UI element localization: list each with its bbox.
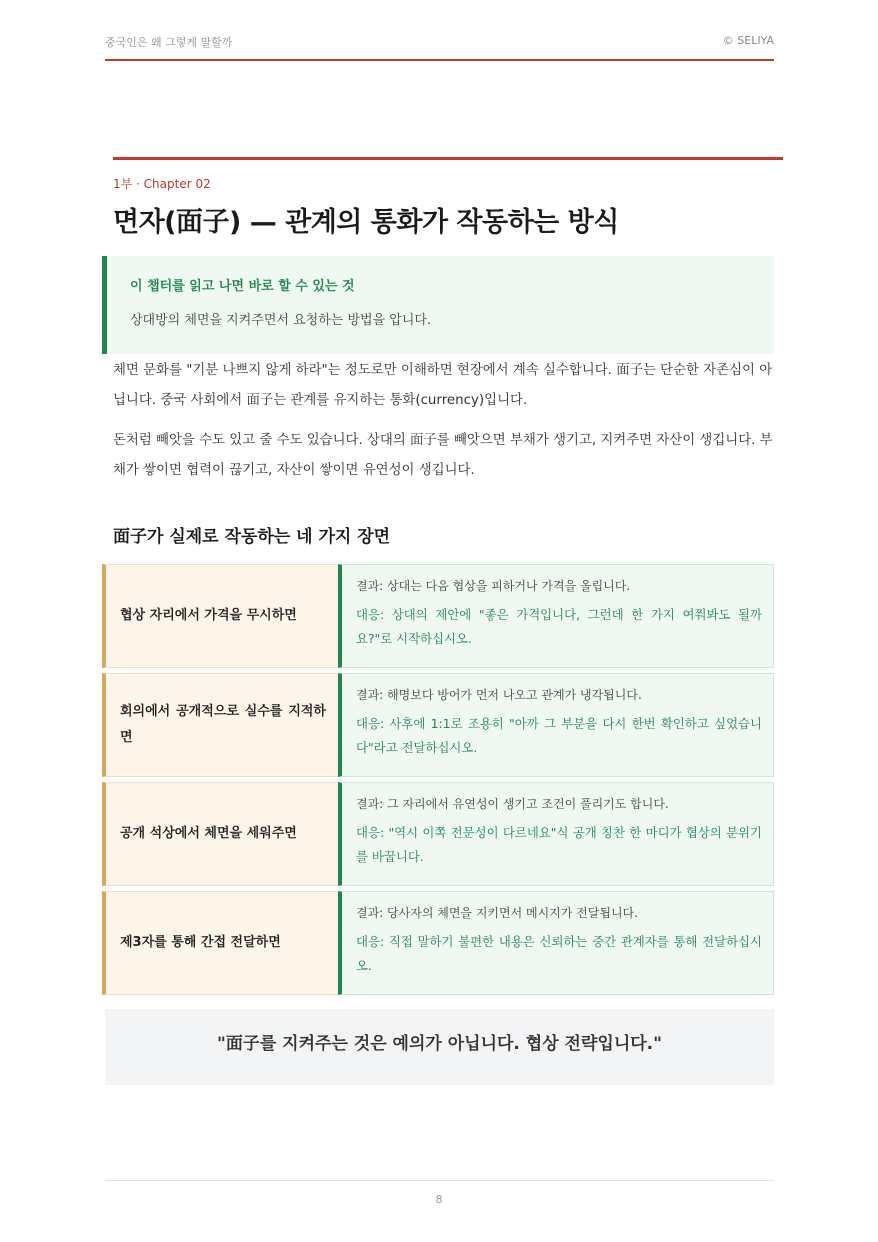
scenario-situation-cell: [102, 673, 338, 777]
scenario-result: 결과: 당사자의 체면을 지키면서 메시지가 전달됩니다.: [356, 906, 638, 920]
scenario-situation-cell: [102, 891, 338, 995]
scenario-response: 대응: 사후에 1:1로 조용히 "아까 그 부분을 다시 한번 확인하고 싶었습니다"라고 전달하십시오.: [356, 716, 762, 755]
scenario-outcome-cell: [338, 891, 774, 995]
scenario-situation: 회의에서 공개적으로 실수를 지적하면: [120, 704, 326, 745]
scenario-outcome-cell: [338, 782, 774, 886]
body-paragraph: 돈처럼 빼앗을 수도 있고 줄 수도 있습니다. 상대의 面子를 빼앗으면 부채가 생기고, 지켜주면 자산이 생깁니다. 부채가 쌓이면 협력이 끊기고, 자산이 쌓이면 유연성이 생깁니다.: [113, 433, 773, 478]
scenario-situation-cell: [102, 782, 338, 886]
book-title: 중국인은 왜 그렇게 말할까: [105, 36, 233, 49]
scenario-situation: 공개 석상에서 체면을 세워주면: [120, 826, 297, 841]
scenario-result: 결과: 상대는 다음 협상을 피하거나 가격을 올립니다.: [356, 579, 631, 593]
scenario-result: 결과: 그 자리에서 유연성이 생기고 조건이 풀리기도 합니다.: [356, 797, 669, 811]
scenario-situation: 제3자를 통해 간접 전달하면: [120, 935, 281, 950]
scenario-situation-cell: [102, 564, 338, 668]
scenario-situation: 협상 자리에서 가격을 무시하면: [120, 608, 297, 623]
footer-rule: [105, 1180, 774, 1181]
chapter-title: 면자(面子) — 관계의 통화가 작동하는 방식: [113, 207, 619, 238]
scenario-row: [102, 782, 774, 886]
scenario-response: 대응: 직접 말하기 불편한 내용은 신뢰하는 중간 관계자를 통해 전달하십시오.: [356, 934, 762, 973]
pull-quote: "面子를 지켜주는 것은 예의가 아닙니다. 협상 전략입니다.": [216, 1033, 662, 1054]
scenario-result: 결과: 해명보다 방어가 먼저 나오고 관계가 냉각됩니다.: [356, 688, 642, 702]
scenario-outcome-cell: [338, 673, 774, 777]
copyright: © SELIYA: [722, 34, 774, 47]
scenario-row: [102, 564, 774, 668]
scenario-row: [102, 673, 774, 777]
body-paragraph: 체면 문화를 "기분 나쁘지 않게 하라"는 정도로만 이해하면 현장에서 계속 실수합니다. 面子는 단순한 자존심이 아닙니다. 중국 사회에서 面子는 관계를 유지하는 통화(currency)입니다.: [113, 363, 773, 408]
scenario-response: 대응: 상대의 제안에 "좋은 가격입니다, 그런데 한 가지 여쭤봐도 될까요?"로 시작하십시오.: [356, 607, 762, 646]
page-number: 8: [435, 1193, 443, 1206]
chapter-label: 1부 · Chapter 02: [113, 177, 211, 191]
goal-text: 상대방의 체면을 지켜주면서 요청하는 방법을 압니다.: [130, 313, 432, 328]
chapter-rule: [113, 157, 783, 160]
section-heading: 面子가 실제로 작동하는 네 가지 장면: [113, 527, 391, 547]
scenario-response: 대응: "역시 이쪽 전문성이 다르네요"식 공개 칭찬 한 마디가 협상의 분위기를 바꿉니다.: [356, 825, 762, 864]
goal-heading: 이 챕터를 읽고 나면 바로 할 수 있는 것: [130, 279, 355, 294]
quote-box: [105, 1009, 774, 1085]
running-header: [105, 34, 774, 61]
scenario-outcome-cell: [338, 564, 774, 668]
goal-box: [102, 256, 774, 354]
scenario-row: [102, 891, 774, 995]
